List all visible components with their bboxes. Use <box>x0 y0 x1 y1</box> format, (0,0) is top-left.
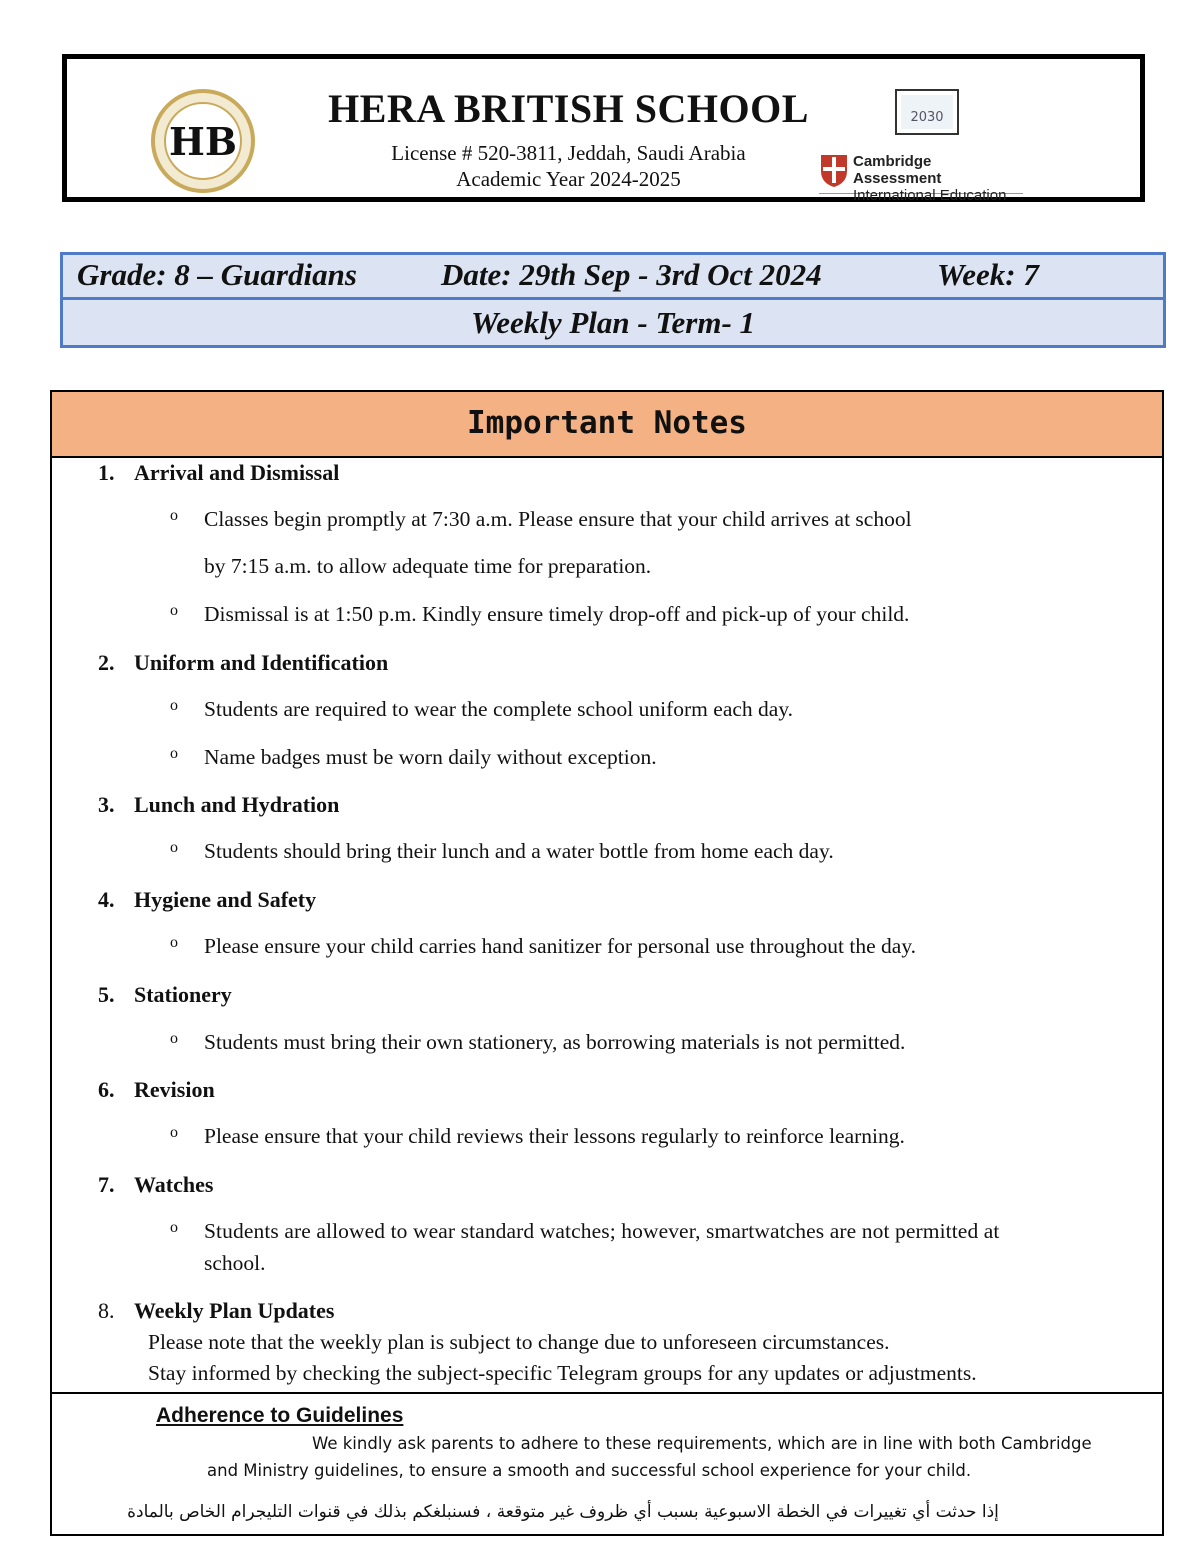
section-number: 2. <box>98 650 115 675</box>
cambridge-line1: Cambridge Assessment <box>853 153 942 187</box>
bullet-text: by 7:15 a.m. to allow adequate time for preparation. <box>204 554 652 578</box>
section-title: Hygiene and Safety <box>134 887 317 912</box>
bullet-text: Students are allowed to wear standard watches; however, smartwatches are not permitted at <box>204 1219 1000 1243</box>
bullet-circle-icon: o <box>170 934 178 951</box>
plan-info-box <box>60 252 1166 348</box>
vision-2030-text: 2030 <box>910 110 944 125</box>
cambridge-line2: International Education <box>853 187 1007 204</box>
bullet-circle-icon: o <box>170 602 178 619</box>
date-label: Date: 29th Sep - 3rd Oct 2024 <box>441 257 822 292</box>
bullet-circle-icon: o <box>170 1124 178 1141</box>
school-header <box>62 54 1145 202</box>
bullet-circle-icon: o <box>170 839 178 856</box>
section-number: 8. <box>98 1298 115 1323</box>
logo-letters: HB <box>168 119 238 164</box>
section-number: 4. <box>98 887 115 912</box>
section-number: 3. <box>98 792 115 817</box>
bullet-circle-icon: o <box>170 1219 178 1236</box>
grade-label: Grade: 8 – Guardians <box>77 257 357 292</box>
cambridge-shield-icon <box>819 153 849 189</box>
bullet-circle-icon: o <box>170 697 178 714</box>
bullet-text: Students should bring their lunch and a water bottle from home each day. <box>204 839 834 863</box>
school-name: HERA BRITISH SCHOOL <box>328 86 809 131</box>
bullet-text: Dismissal is at 1:50 p.m. Kindly ensure timely drop-off and pick-up of your child. <box>204 602 910 626</box>
important-notes <box>50 390 1164 1393</box>
adherence-line: and Ministry guidelines, to ensure a smooth and successful school experience for your child. <box>207 1461 972 1480</box>
adherence-line: We kindly ask parents to adhere to these requirements, which are in line with both Cambridge <box>312 1434 1092 1453</box>
section-title: Revision <box>134 1077 215 1102</box>
week-label: Week: 7 <box>937 257 1039 292</box>
section-title: Uniform and Identification <box>134 650 389 675</box>
paragraph-line: Please note that the weekly plan is subject to change due to unforeseen circumstances. <box>148 1330 890 1354</box>
adherence-box <box>50 1392 1164 1536</box>
vision-2030-logo <box>895 89 959 135</box>
section-number: 7. <box>98 1172 115 1197</box>
section-number: 5. <box>98 982 115 1007</box>
bullet-text: Students must bring their own stationery, as borrowing materials is not permitted. <box>204 1030 906 1054</box>
bullet-circle-icon: o <box>170 507 178 524</box>
bullet-text: Name badges must be worn daily without exception. <box>204 745 657 769</box>
bullet-circle-icon: o <box>170 1030 178 1047</box>
section-title: Stationery <box>134 982 232 1007</box>
paragraph-line: Stay informed by checking the subject-specific Telegram groups for any updates or adjustments. <box>148 1361 977 1385</box>
license-text: License # 520-3811, Jeddah, Saudi Arabia <box>391 141 746 165</box>
bullet-text: Students are required to wear the complete school uniform each day. <box>204 697 794 721</box>
arabic-note: إذا حدثت أي تغييرات في الخطة الاسبوعية بسبب أي ظروف غير متوقعة ، فسنبلغكم بذلك في قنوات التليجرام الخاص بالمادة <box>127 1502 999 1522</box>
bullet-text: Please ensure your child carries hand sanitizer for personal use throughout the day. <box>204 934 917 958</box>
academic-year: Academic Year 2024-2025 <box>456 167 681 191</box>
cambridge-logo <box>819 153 1023 204</box>
section-title: Weekly Plan Updates <box>134 1298 335 1323</box>
adherence-title: Adherence to Guidelines <box>156 1404 404 1427</box>
bullet-text: Classes begin promptly at 7:30 a.m. Please ensure that your child arrives at school <box>204 507 912 531</box>
notes-heading: Important Notes <box>52 392 1162 458</box>
section-number: 6. <box>98 1077 115 1102</box>
section-title: Watches <box>134 1172 214 1197</box>
bullet-circle-icon: o <box>170 745 178 762</box>
section-number: 1. <box>98 460 115 485</box>
plan-title: Weekly Plan - Term- 1 <box>470 305 756 340</box>
bullet-text: school. <box>204 1251 266 1275</box>
bullet-text: Please ensure that your child reviews their lessons regularly to reinforce learning. <box>204 1124 905 1148</box>
section-title: Arrival and Dismissal <box>134 460 340 485</box>
section-title: Lunch and Hydration <box>134 792 340 817</box>
plan-info-row <box>63 255 1163 300</box>
